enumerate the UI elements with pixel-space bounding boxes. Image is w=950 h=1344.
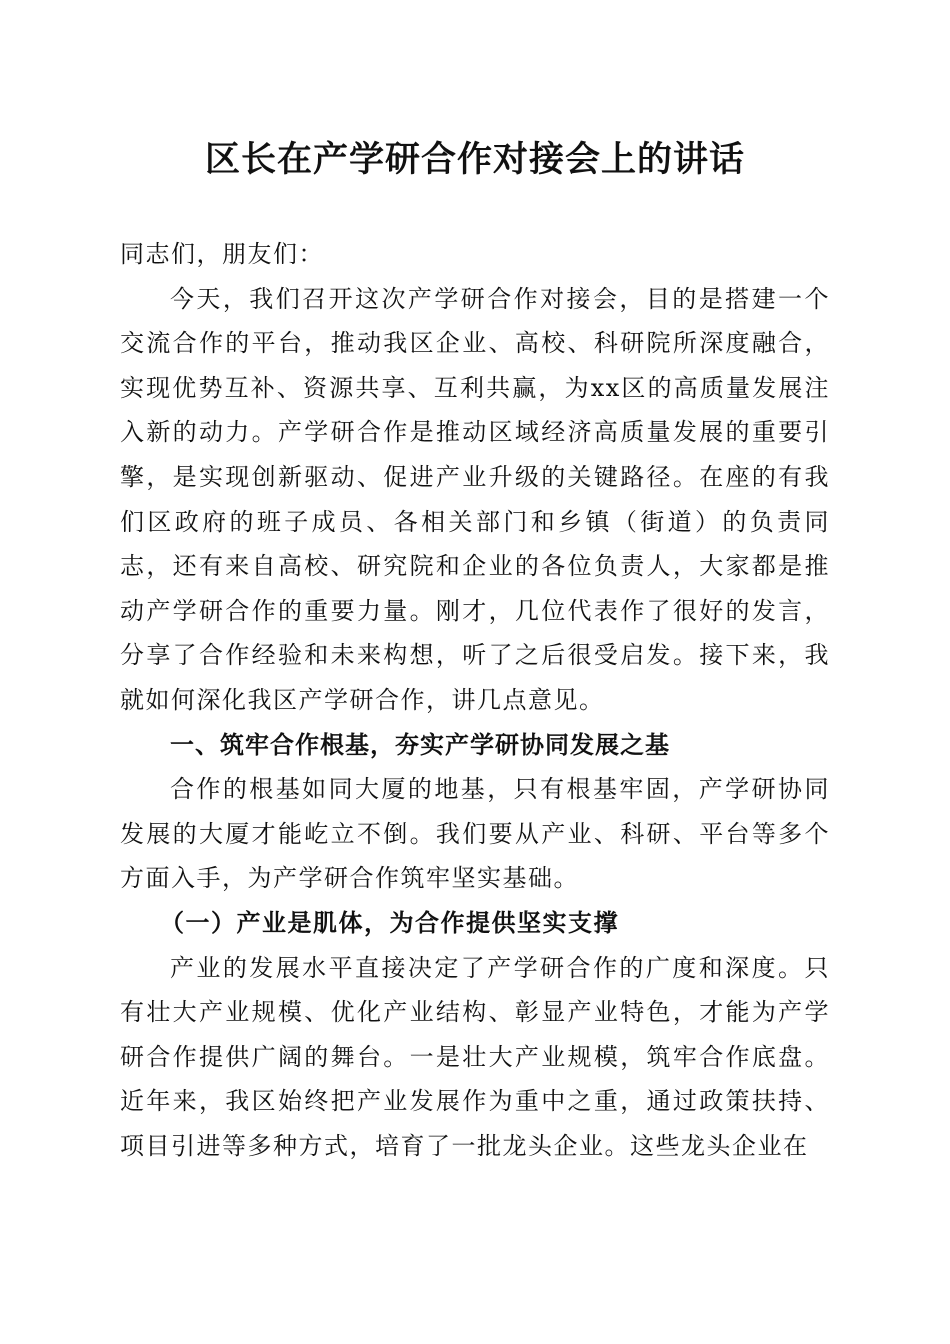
section-1-paragraph: 合作的根基如同大厦的地基，只有根基牢固，产学研协同发展的大厦才能屹立不倒。我们要从产业、科研、平台等多个方面入手，为产学研合作筑牢坚实基础。	[120, 775, 830, 893]
subsection-heading-1: （一）产业是肌体，为合作提供坚实支撑	[160, 907, 619, 937]
document-body	[120, 232, 830, 1168]
intro-paragraph: 今天，我们召开这次产学研合作对接会，目的是搭建一个交流合作的平台，推动我区企业、高校、科研院所深度融合，实现优势互补、资源共享、互利共赢，为xx区的高质量发展注入新的动力。产学研合作是推动区域经济高质量发展的重要引擎，是实现创新驱动、促进产业升级的关键路径。在座的有我们区政府的班子成员、各相关部门和乡镇（街道）的负责同志，还有来自高校、研究院和企业的各位负责人，大家都是推动产学研合作的重要力量。刚才，几位代表作了很好的发言，分享了合作经验和未来构想，听了之后很受启发。接下来，我就如何深化我区产学研合作，讲几点意见。	[120, 284, 830, 714]
salutation: 同志们，朋友们：	[120, 240, 324, 268]
document-title: 区长在产学研合作对接会上的讲话	[204, 139, 745, 180]
section-heading-1: 一、筑牢合作根基，夯实产学研协同发展之基	[170, 730, 670, 759]
subsection-1-paragraph: 产业的发展水平直接决定了产学研合作的广度和深度。只有壮大产业规模、优化产业结构、彰显产业特色，才能为产学研合作提供广阔的舞台。一是壮大产业规模，筑牢合作底盘。近年来，我区始终把产业发展作为重中之重，通过政策扶持、项目引进等多种方式，培育了一批龙头企业。这些龙头企业在	[120, 953, 830, 1160]
